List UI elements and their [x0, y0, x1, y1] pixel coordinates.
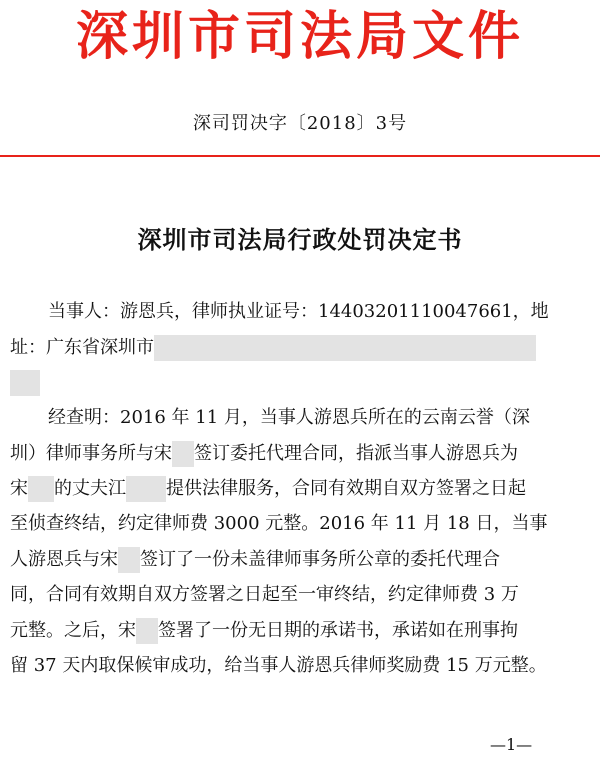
document-header-title: 深圳市司法局文件	[75, 7, 524, 67]
party-line-3	[10, 370, 40, 396]
redacted-name	[172, 441, 194, 467]
facts-text: 人游恩兵与宋	[10, 549, 118, 570]
decision-title: 深圳市司法局行政处罚决定书	[137, 226, 463, 254]
redacted-address	[154, 335, 536, 361]
facts-text: 提供法律服务，合同有效期自双方签署之日起	[166, 478, 526, 499]
facts-line-4: 至侦查终结，约定律师费 3000 元整。2016 年 11 月 18 日，当事	[10, 513, 548, 534]
page-number: —1—	[490, 735, 533, 754]
facts-text: 签订委托代理合同，指派当事人游恩兵为	[194, 443, 518, 464]
facts-line-7	[10, 618, 518, 644]
header-divider	[0, 155, 600, 157]
document-number: 深司罚决字〔2018〕3号	[192, 113, 408, 134]
facts-text: 元整。之后，宋	[10, 620, 136, 641]
address-prefix: 址：广东省深圳市	[10, 337, 154, 358]
facts-text: 签订了一份未盖律师事务所公章的委托代理合	[140, 549, 500, 570]
party-line-2	[10, 335, 536, 361]
facts-line-1: 经查明：2016 年 11 月，当事人游恩兵所在的云南云誉（深	[48, 407, 530, 428]
party-line-1: 当事人：游恩兵，律师执业证号：14403201110047661，地	[48, 301, 549, 322]
redacted-address-end	[10, 370, 40, 396]
facts-line-5	[10, 547, 500, 573]
facts-text: 宋	[10, 478, 28, 499]
facts-line-2	[10, 441, 518, 467]
facts-text: 圳）律师事务所与宋	[10, 443, 172, 464]
redacted-name	[136, 618, 158, 644]
redacted-name	[126, 476, 166, 502]
redacted-name	[28, 476, 54, 502]
facts-text: 签署了一份无日期的承诺书，承诺如在刑事拘	[158, 620, 518, 641]
facts-line-6: 同，合同有效期自双方签署之日起至一审终结，约定律师费 3 万	[10, 584, 519, 605]
facts-line-8: 留 37 天内取保候审成功，给当事人游恩兵律师奖励费 15 万元整。	[10, 655, 547, 676]
redacted-name	[118, 547, 140, 573]
facts-line-3	[10, 476, 526, 502]
facts-text: 的丈夫江	[54, 478, 126, 499]
